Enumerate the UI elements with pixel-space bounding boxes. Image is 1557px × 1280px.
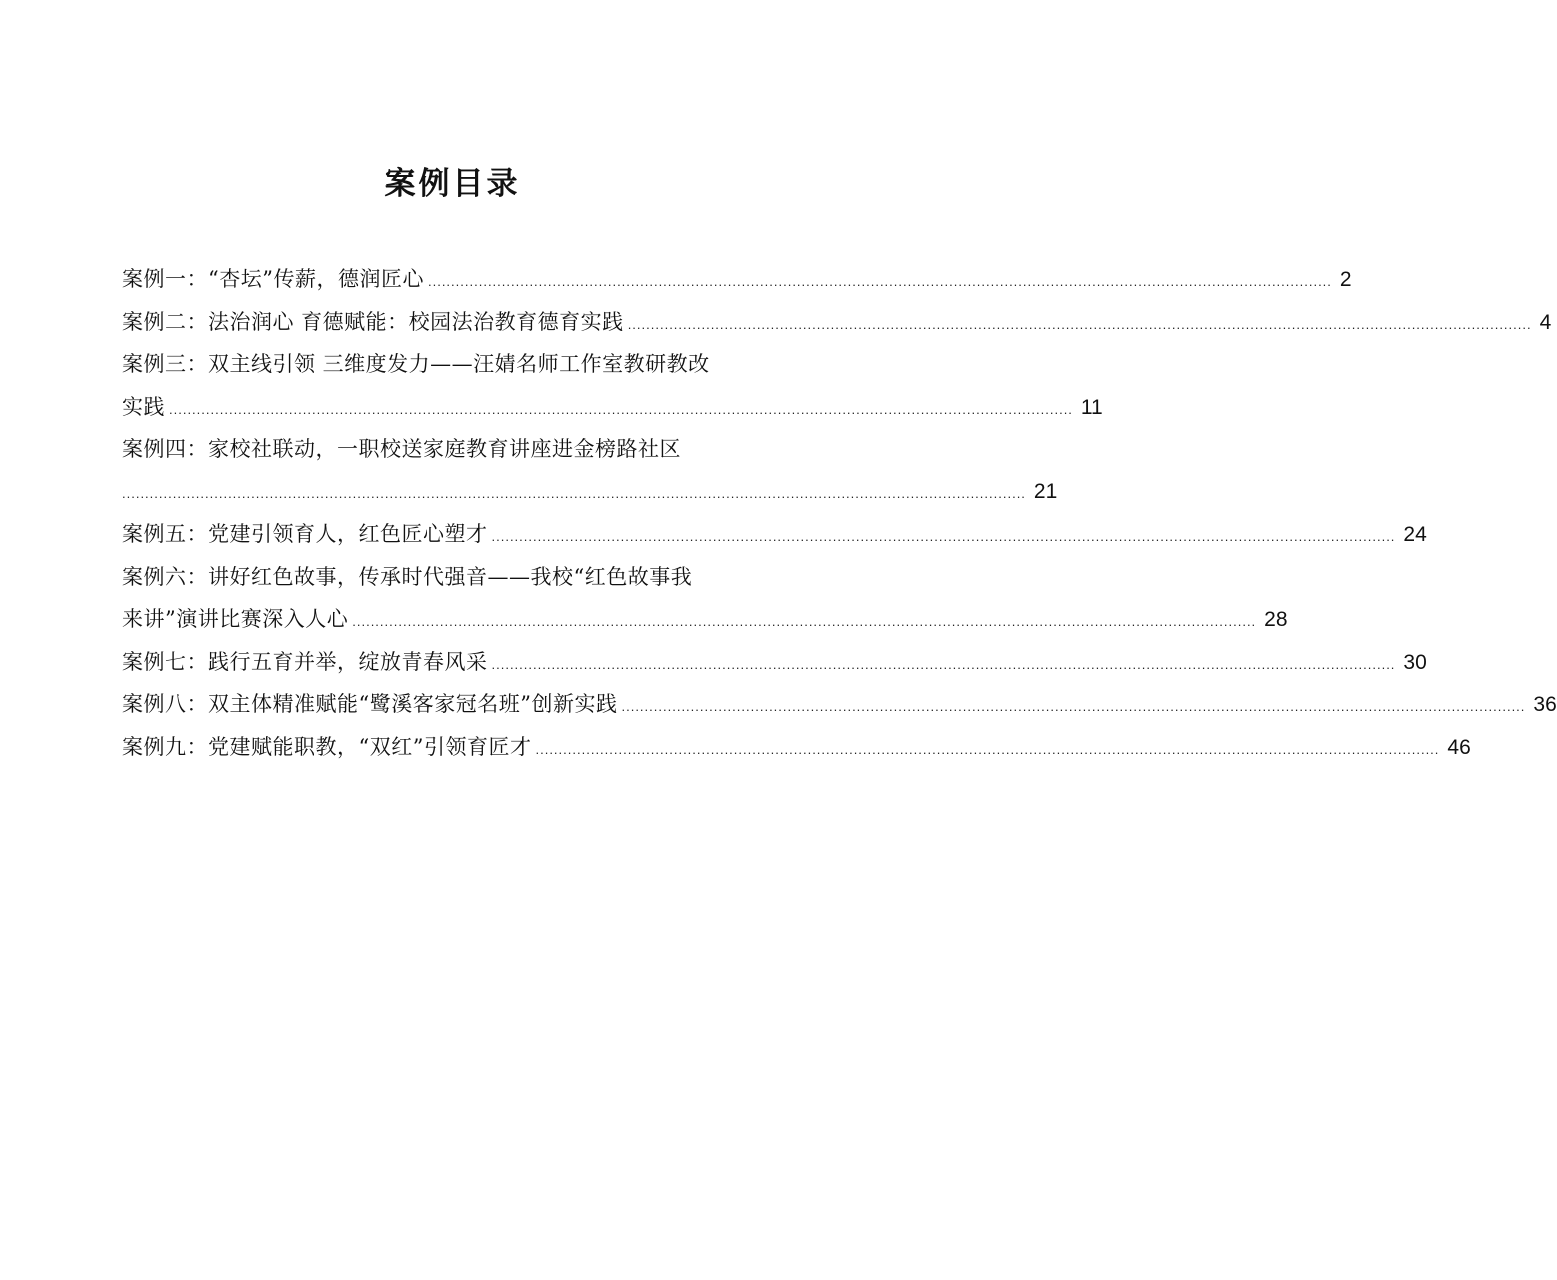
- page-title: 案例目录: [384, 166, 521, 202]
- toc-entry-title-continued: 实践: [122, 394, 165, 419]
- dot-leader: ....................................................................................................................................................................................................: [491, 656, 1396, 672]
- toc-entry-9[interactable]: [122, 726, 1471, 769]
- dot-leader: ....................................................................................................................................................................................................: [122, 485, 1026, 501]
- toc-entry-1[interactable]: [122, 258, 1352, 301]
- toc-entry-5[interactable]: [122, 513, 1427, 556]
- toc-entry-6-line-1[interactable]: [122, 556, 784, 599]
- toc-page-number: 36: [1533, 693, 1557, 716]
- toc-entry-title: 案例二：法治润心 育德赋能：校园法治教育德育实践: [122, 309, 624, 334]
- toc-page-number: 28: [1264, 608, 1288, 631]
- toc-entry-title: 案例一：“杏坛”传薪，德润匠心: [122, 267, 424, 291]
- toc-page-number: 4: [1539, 310, 1552, 334]
- toc-entry-2[interactable]: [122, 301, 1552, 344]
- dot-leader: ....................................................................................................................................................................................................: [491, 529, 1396, 544]
- table-of-contents: [122, 258, 1557, 768]
- toc-entry-title: 案例八：双主体精准赋能“鹭溪客家冠名班”创新实践: [122, 692, 618, 716]
- dot-leader: ....................................................................................................................................................................................................: [535, 741, 1440, 757]
- toc-entry-3-line-2[interactable]: [122, 386, 1103, 429]
- toc-entry-title: 案例五：党建引领育人，红色匠心塑才: [122, 522, 488, 546]
- toc-entry-3-line-1[interactable]: [122, 343, 784, 386]
- toc-entry-7[interactable]: [122, 641, 1427, 684]
- dot-leader: ....................................................................................................................................................................................................: [352, 614, 1257, 629]
- toc-entry-6-line-2[interactable]: [122, 598, 1288, 641]
- dot-leader: ....................................................................................................................................................................................................: [427, 274, 1332, 289]
- toc-page-number: 30: [1403, 650, 1427, 674]
- toc-page-number: 2: [1339, 268, 1352, 291]
- toc-entry-4-line-2[interactable]: [122, 471, 1058, 514]
- toc-entry-title: 案例七：践行五育并举，绽放青春风采: [122, 649, 488, 674]
- dot-leader: ....................................................................................................................................................................................................: [621, 699, 1526, 714]
- toc-entry-title: 案例九：党建赋能职教，“双红”引领育匠才: [122, 734, 532, 759]
- toc-page-number: 46: [1447, 735, 1471, 759]
- toc-entry-title: 案例三：双主线引领 三维度发力——汪婧名师工作室教研教改: [122, 352, 710, 376]
- toc-entry-title-continued: 来讲”演讲比赛深入人心: [122, 607, 349, 631]
- toc-entry-8[interactable]: [122, 683, 1557, 726]
- toc-entry-title: 案例六：讲好红色故事，传承时代强音——我校“红色故事我: [122, 564, 693, 589]
- toc-entry-title: 案例四：家校社联动，一职校送家庭教育讲座进金榜路社区: [122, 437, 681, 461]
- dot-leader: ....................................................................................................................................................................................................: [169, 401, 1073, 417]
- toc-page-number: 24: [1403, 523, 1427, 546]
- toc-entry-4-line-1[interactable]: [122, 428, 784, 471]
- toc-page-number: 21: [1033, 479, 1058, 503]
- toc-page-number: 11: [1080, 395, 1103, 419]
- dot-leader: ....................................................................................................................................................................................................: [627, 316, 1532, 332]
